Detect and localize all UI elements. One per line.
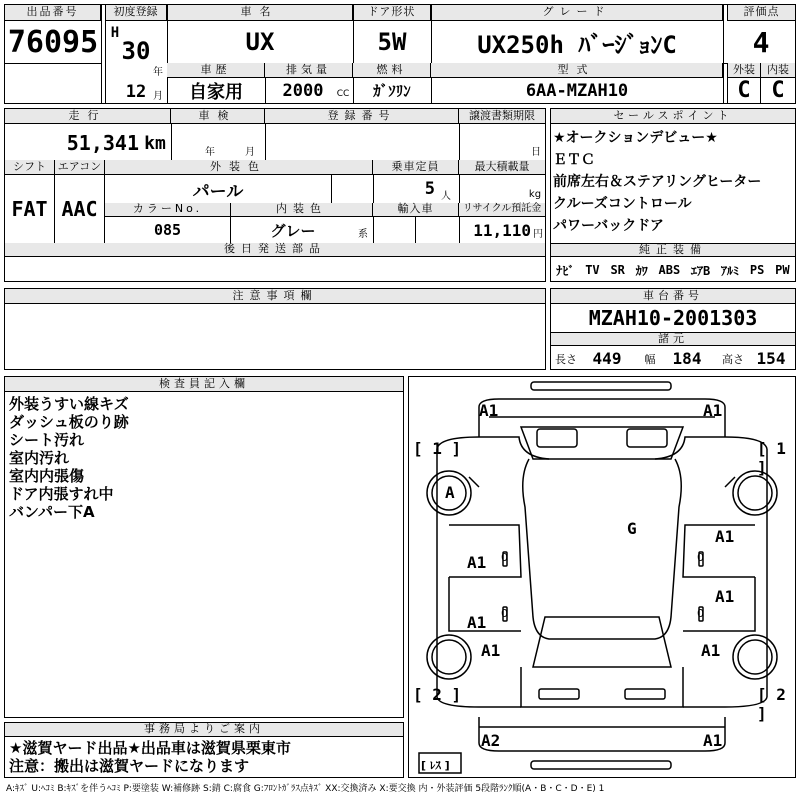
chassis-label: 車台番号: [551, 289, 795, 304]
exterior-color: パール: [192, 181, 244, 202]
sales-point: クルーズコントロール: [553, 196, 692, 212]
insp-month-unit: 月: [245, 146, 255, 158]
width-label: 幅: [644, 353, 656, 366]
inspector-note: シート汚れ: [9, 431, 85, 449]
car-diagram: [408, 376, 796, 778]
notes-label: 注意事項欄: [5, 289, 545, 304]
door-fl-mark: 0: [501, 551, 508, 564]
interior-color: グレー: [270, 221, 316, 240]
intcolor-unit: 系: [358, 228, 368, 240]
lot-number: 76095: [7, 24, 99, 60]
recycle-fee: 11,110: [473, 220, 531, 240]
bracket-2-right: [ 2 ]: [757, 685, 786, 723]
ac-label: エアコン: [55, 160, 105, 175]
inspector-note: 外装うすい線キズ: [9, 395, 129, 413]
transfer-day-unit: 日: [531, 146, 541, 158]
equipment-item: ｱﾙﾐ: [721, 263, 740, 278]
inspector-block: [4, 376, 404, 718]
office-block: [4, 722, 404, 778]
notes-block: [4, 288, 546, 370]
recycle-unit: 円: [533, 228, 543, 240]
capacity-label: 乗車定員: [373, 160, 459, 175]
inspector-notes: [9, 395, 399, 521]
fuel: ｶﾞｿﾘﾝ: [373, 82, 411, 100]
intcolor-label: 内装色: [231, 203, 373, 217]
interior-label: 内装: [761, 63, 795, 78]
chassis-block: [550, 288, 796, 370]
inspector-note: バンパー下A: [9, 503, 95, 521]
model-label: 型式: [431, 63, 723, 78]
inspector-label: 検査員記入欄: [5, 377, 403, 392]
equipment-item: PS: [749, 263, 765, 277]
ac: AAC: [55, 175, 105, 243]
door-rear-left-damage: A1: [467, 613, 487, 632]
height-label: 高さ: [722, 353, 744, 366]
rear-right-quarter-damage: A1: [701, 641, 721, 660]
colorno-label: カラーNo.: [105, 203, 231, 217]
first-reg-label: 初度登録: [105, 5, 167, 21]
inspector-note: ダッシュ板のり跡: [9, 413, 129, 431]
sales-point: ＥＴＣ: [553, 152, 595, 168]
legend: A:ｷｽﾞ U:ﾍｺﾐ B:ｷｽﾞを伴うﾍｺﾐ P:要塗装 W:補修跡 S:錆 C:腐食 G:ﾌﾛﾝﾄｶﾞﾗｽ点ｷｽﾞ XX:交換済み X:要交換 内・外装評価 5段階ﾗﾝｸ順(A・B・C・D・E) 1: [6, 784, 605, 794]
displacement-label: 排気量: [265, 63, 353, 78]
car-name-label: 車名: [167, 5, 353, 21]
car-name: UX: [245, 28, 275, 56]
length: 449: [592, 348, 622, 368]
color-label: 外装色: [105, 160, 373, 175]
equipment-item: ﾅﾋﾞ: [556, 263, 575, 278]
exterior-label: 外装: [727, 63, 761, 78]
specs-label: 諸元: [551, 332, 795, 346]
rear-left-quarter-damage: A1: [481, 641, 501, 660]
reg-year: 30: [121, 37, 151, 65]
rear-right-damage: A1: [703, 731, 723, 750]
mileage: 51,341: [66, 131, 139, 155]
bracket-1-left: [ 1 ]: [413, 439, 462, 458]
import-label: 輸入車: [373, 203, 459, 217]
office-note: ★滋賀ヤード出品★出品車は滋賀県栗東市: [9, 739, 291, 757]
capacity: 5: [424, 179, 435, 199]
office-notes: [9, 739, 401, 775]
office-label: 事務局よりご案内: [5, 723, 403, 737]
grade-label: グレード: [431, 5, 723, 21]
color-number: 085: [105, 217, 231, 243]
chassis-number: MZAH10-2001303: [588, 306, 758, 330]
shift-label: シフト: [5, 160, 55, 175]
inspector-note: 室内内張傷: [9, 467, 85, 485]
header-block: [4, 4, 796, 104]
insp-year-unit: 年: [205, 146, 215, 158]
recycle-label: リサイクル預託金: [459, 203, 545, 217]
fuel-label: 燃料: [353, 63, 431, 78]
displacement-unit: CC: [336, 89, 350, 99]
lot-label: 出品番号: [5, 5, 101, 21]
inspection-label: 車検: [171, 109, 265, 124]
sales-points-list: [553, 127, 793, 237]
equipment-item: TV: [585, 263, 600, 277]
reg-month: 12: [125, 82, 147, 102]
regno-label: 登録番号: [265, 109, 459, 124]
equipment-item: PW: [775, 263, 790, 277]
sales-point: 前席左右＆ステアリングヒーター: [553, 174, 762, 190]
car-outline: [409, 377, 795, 777]
equipment-item: ｶﾜ: [635, 263, 648, 278]
wheel-front-left-damage: A: [445, 483, 455, 502]
sales-points-block: [550, 108, 796, 282]
capacity-unit: 人: [441, 190, 451, 202]
era-letter: H: [110, 25, 120, 41]
history: 自家用: [189, 81, 243, 103]
score: 4: [752, 25, 770, 59]
front-right-damage: A1: [703, 401, 723, 420]
door-fr-mark: 0: [697, 551, 704, 564]
rear-left-damage: A2: [481, 731, 501, 750]
office-note: 注意：搬出は滋賀ヤードになります: [9, 757, 250, 775]
later-parts-label: 後日発送部品: [5, 243, 545, 257]
width: 184: [672, 348, 702, 368]
model: 6AA-MZAH10: [525, 80, 629, 101]
bracket-2-left: [ 2 ]: [413, 685, 462, 704]
sales-point: ★オークションデビュー★: [553, 130, 718, 146]
bracket-1-right: [ 1 ]: [757, 439, 786, 477]
shift: FAT: [5, 175, 55, 243]
spare-tire-label: [ ﾚｽ ]: [421, 759, 450, 772]
door-front-right-damage: A1: [715, 527, 735, 546]
equipment-label: 純正装備: [551, 243, 795, 257]
height: 154: [756, 348, 786, 368]
roof-damage: G: [627, 519, 637, 538]
maxload-label: 最大積載量: [459, 160, 545, 175]
score-label: 評価点: [727, 5, 795, 21]
equipment-list: [551, 259, 795, 281]
door-front-left-damage: A1: [467, 553, 487, 572]
exterior-grade: C: [727, 78, 761, 103]
sales-point: パワーバックドア: [553, 218, 664, 234]
inspector-note: 室内汚れ: [9, 449, 70, 467]
door-rl-mark: 0: [501, 607, 508, 620]
maxload-unit: kg: [528, 188, 542, 200]
front-left-damage: A1: [479, 401, 499, 420]
details-block: [4, 108, 546, 282]
equipment-item: ABS: [658, 263, 681, 277]
month-unit: 月: [153, 90, 163, 102]
mileage-unit: km: [144, 132, 166, 154]
door-rr-mark: 0: [697, 607, 704, 620]
displacement: 2000: [282, 80, 324, 101]
door-label: ドア形状: [353, 5, 431, 21]
transfer-label: 譲渡書類期限: [459, 109, 545, 124]
sales-points-label: セールスポイント: [551, 109, 795, 124]
door-type: 5W: [377, 28, 407, 56]
equipment-item: SR: [610, 263, 625, 277]
door-rear-right-damage: A1: [715, 587, 735, 606]
grade: UX250h ﾊﾞｰｼﾞｮﾝC: [477, 30, 677, 59]
inspector-note: ドア内張すれ中: [9, 485, 114, 503]
length-label: 長さ: [555, 353, 577, 366]
mileage-label: 走行: [5, 109, 171, 124]
history-label: 車歴: [167, 63, 265, 78]
year-unit: 年: [153, 66, 163, 78]
equipment-item: ｴｱB: [691, 263, 711, 278]
interior-grade: C: [771, 78, 785, 103]
